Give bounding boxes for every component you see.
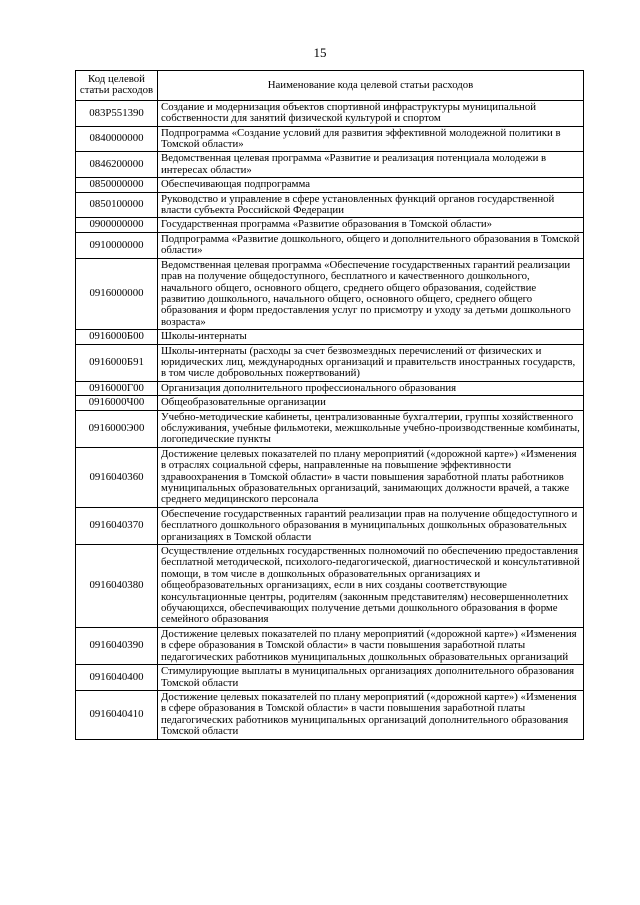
row-code: 0916000Ч00 xyxy=(76,396,158,410)
row-code: 0916040380 xyxy=(76,545,158,628)
row-name: Ведомственная целевая программа «Развитие и реализация потенциала молодежи в интересах области» xyxy=(158,152,584,178)
row-name: Государственная программа «Развитие образования в Томской области» xyxy=(158,218,584,232)
table-row xyxy=(76,258,584,329)
row-code: 0850100000 xyxy=(76,192,158,218)
row-name: Достижение целевых показателей по плану мероприятий («дорожной карте») «Изменения в сфере образования в Томской области» в части повышения заработной платы педагогических работников муниципальных организаций дополнительного образования Томской области xyxy=(158,690,584,739)
row-name: Подпрограмма «Развитие дошкольного, общего и дополнительного образования в Томской области» xyxy=(158,232,584,258)
row-name: Руководство и управление в сфере установленных функций органов государственной власти субъекта Российской Федерации xyxy=(158,192,584,218)
row-code: 0846200000 xyxy=(76,152,158,178)
table-row xyxy=(76,178,584,192)
target-expense-codes-table xyxy=(75,70,584,740)
row-code: 0900000000 xyxy=(76,218,158,232)
table-row xyxy=(76,545,584,628)
row-name: Создание и модернизация объектов спортивной инфраструктуры муниципальной собственности для занятий физической культурой и спортом xyxy=(158,100,584,126)
row-code: 0850000000 xyxy=(76,178,158,192)
row-code: 0910000000 xyxy=(76,232,158,258)
table-row xyxy=(76,665,584,691)
row-name: Обеспечивающая подпрограмма xyxy=(158,178,584,192)
row-name: Ведомственная целевая программа «Обеспечение государственных гарантий реализации прав на получение общедоступного, бесплатного и качественного дошкольного, начального общего, основного общего, среднего общего образования, содействие развитию дошкольного, начального общего, основного общего, среднего общего образования и форм предоставления услуг по присмотру и уходу за детьми дошкольного возраста» xyxy=(158,258,584,329)
row-name: Школы-интернаты (расходы за счет безвозмездных перечислений от физических и юридических лиц, международных организаций и правительств иностранных государств, в том числе добровольных пожертвований) xyxy=(158,344,584,381)
row-code: 0916040370 xyxy=(76,507,158,544)
table-row xyxy=(76,232,584,258)
table-row xyxy=(76,344,584,381)
row-code: 0916040360 xyxy=(76,447,158,507)
table-row xyxy=(76,627,584,664)
row-name: Общеобразовательные организации xyxy=(158,396,584,410)
row-code: 0916000Э00 xyxy=(76,410,158,447)
row-code: 083P551390 xyxy=(76,100,158,126)
header-code: Код целевой статьи расходов xyxy=(76,71,158,101)
row-code: 0916000Г00 xyxy=(76,381,158,395)
row-name: Достижение целевых показателей по плану мероприятий («дорожной карте») «Изменения в сфере образования в Томской области» в части повышения заработной платы педагогических работников муниципальных дошкольных образовательных организаций xyxy=(158,627,584,664)
row-code: 0916040410 xyxy=(76,690,158,739)
row-name: Стимулирующие выплаты в муниципальных организациях дополнительного образования Томской области xyxy=(158,665,584,691)
row-code: 0840000000 xyxy=(76,126,158,152)
row-code: 0916040400 xyxy=(76,665,158,691)
table-row xyxy=(76,381,584,395)
row-code: 0916040390 xyxy=(76,627,158,664)
table-row xyxy=(76,410,584,447)
row-name: Достижение целевых показателей по плану мероприятий («дорожной карте») «Изменения в отраслях социальной сферы, направленные на повышение эффективности здравоохранения в Томской области» в части повышения заработной платы работников муниципальных образовательных организаций, занимающих должности врачей, а также среднего медицинского персонала xyxy=(158,447,584,507)
table-header-row xyxy=(76,71,584,101)
header-name: Наименование кода целевой статьи расходов xyxy=(158,71,584,101)
table-row xyxy=(76,218,584,232)
table-row xyxy=(76,447,584,507)
table-row xyxy=(76,126,584,152)
row-code: 0916000000 xyxy=(76,258,158,329)
row-code: 0916000Б00 xyxy=(76,330,158,344)
row-name: Учебно-методические кабинеты, централизованные бухгалтерии, группы хозяйственного обслуживания, учебные фильмотеки, межшкольные учебно-производственные комбинаты, логопедические пункты xyxy=(158,410,584,447)
table-row xyxy=(76,396,584,410)
page-number: 15 xyxy=(313,45,327,60)
row-name: Организация дополнительного профессионального образования xyxy=(158,381,584,395)
table-row xyxy=(76,100,584,126)
row-name: Подпрограмма «Создание условий для развития эффективной молодежной политики в Томской области» xyxy=(158,126,584,152)
table-row xyxy=(76,330,584,344)
row-name: Осуществление отдельных государственных полномочий по обеспечению предоставления бесплатной методической, психолого-педагогической, диагностической и консультативной помощи, в том числе в дошкольных образовательных организациях и общеобразовательных организациях, если в них созданы соответствующие консультационные центры, родителям (законным представителям) несовершеннолетних обучающихся, обеспечивающих получение детьми дошкольного образования в форме семейного образования xyxy=(158,545,584,628)
row-name: Обеспечение государственных гарантий реализации прав на получение общедоступного и бесплатного дошкольного образования в муниципальных дошкольных образовательных организациях в Томской области xyxy=(158,507,584,544)
table-row xyxy=(76,507,584,544)
row-name: Школы-интернаты xyxy=(158,330,584,344)
row-code: 0916000Б91 xyxy=(76,344,158,381)
table-row xyxy=(76,192,584,218)
table-row xyxy=(76,152,584,178)
table-row xyxy=(76,690,584,739)
